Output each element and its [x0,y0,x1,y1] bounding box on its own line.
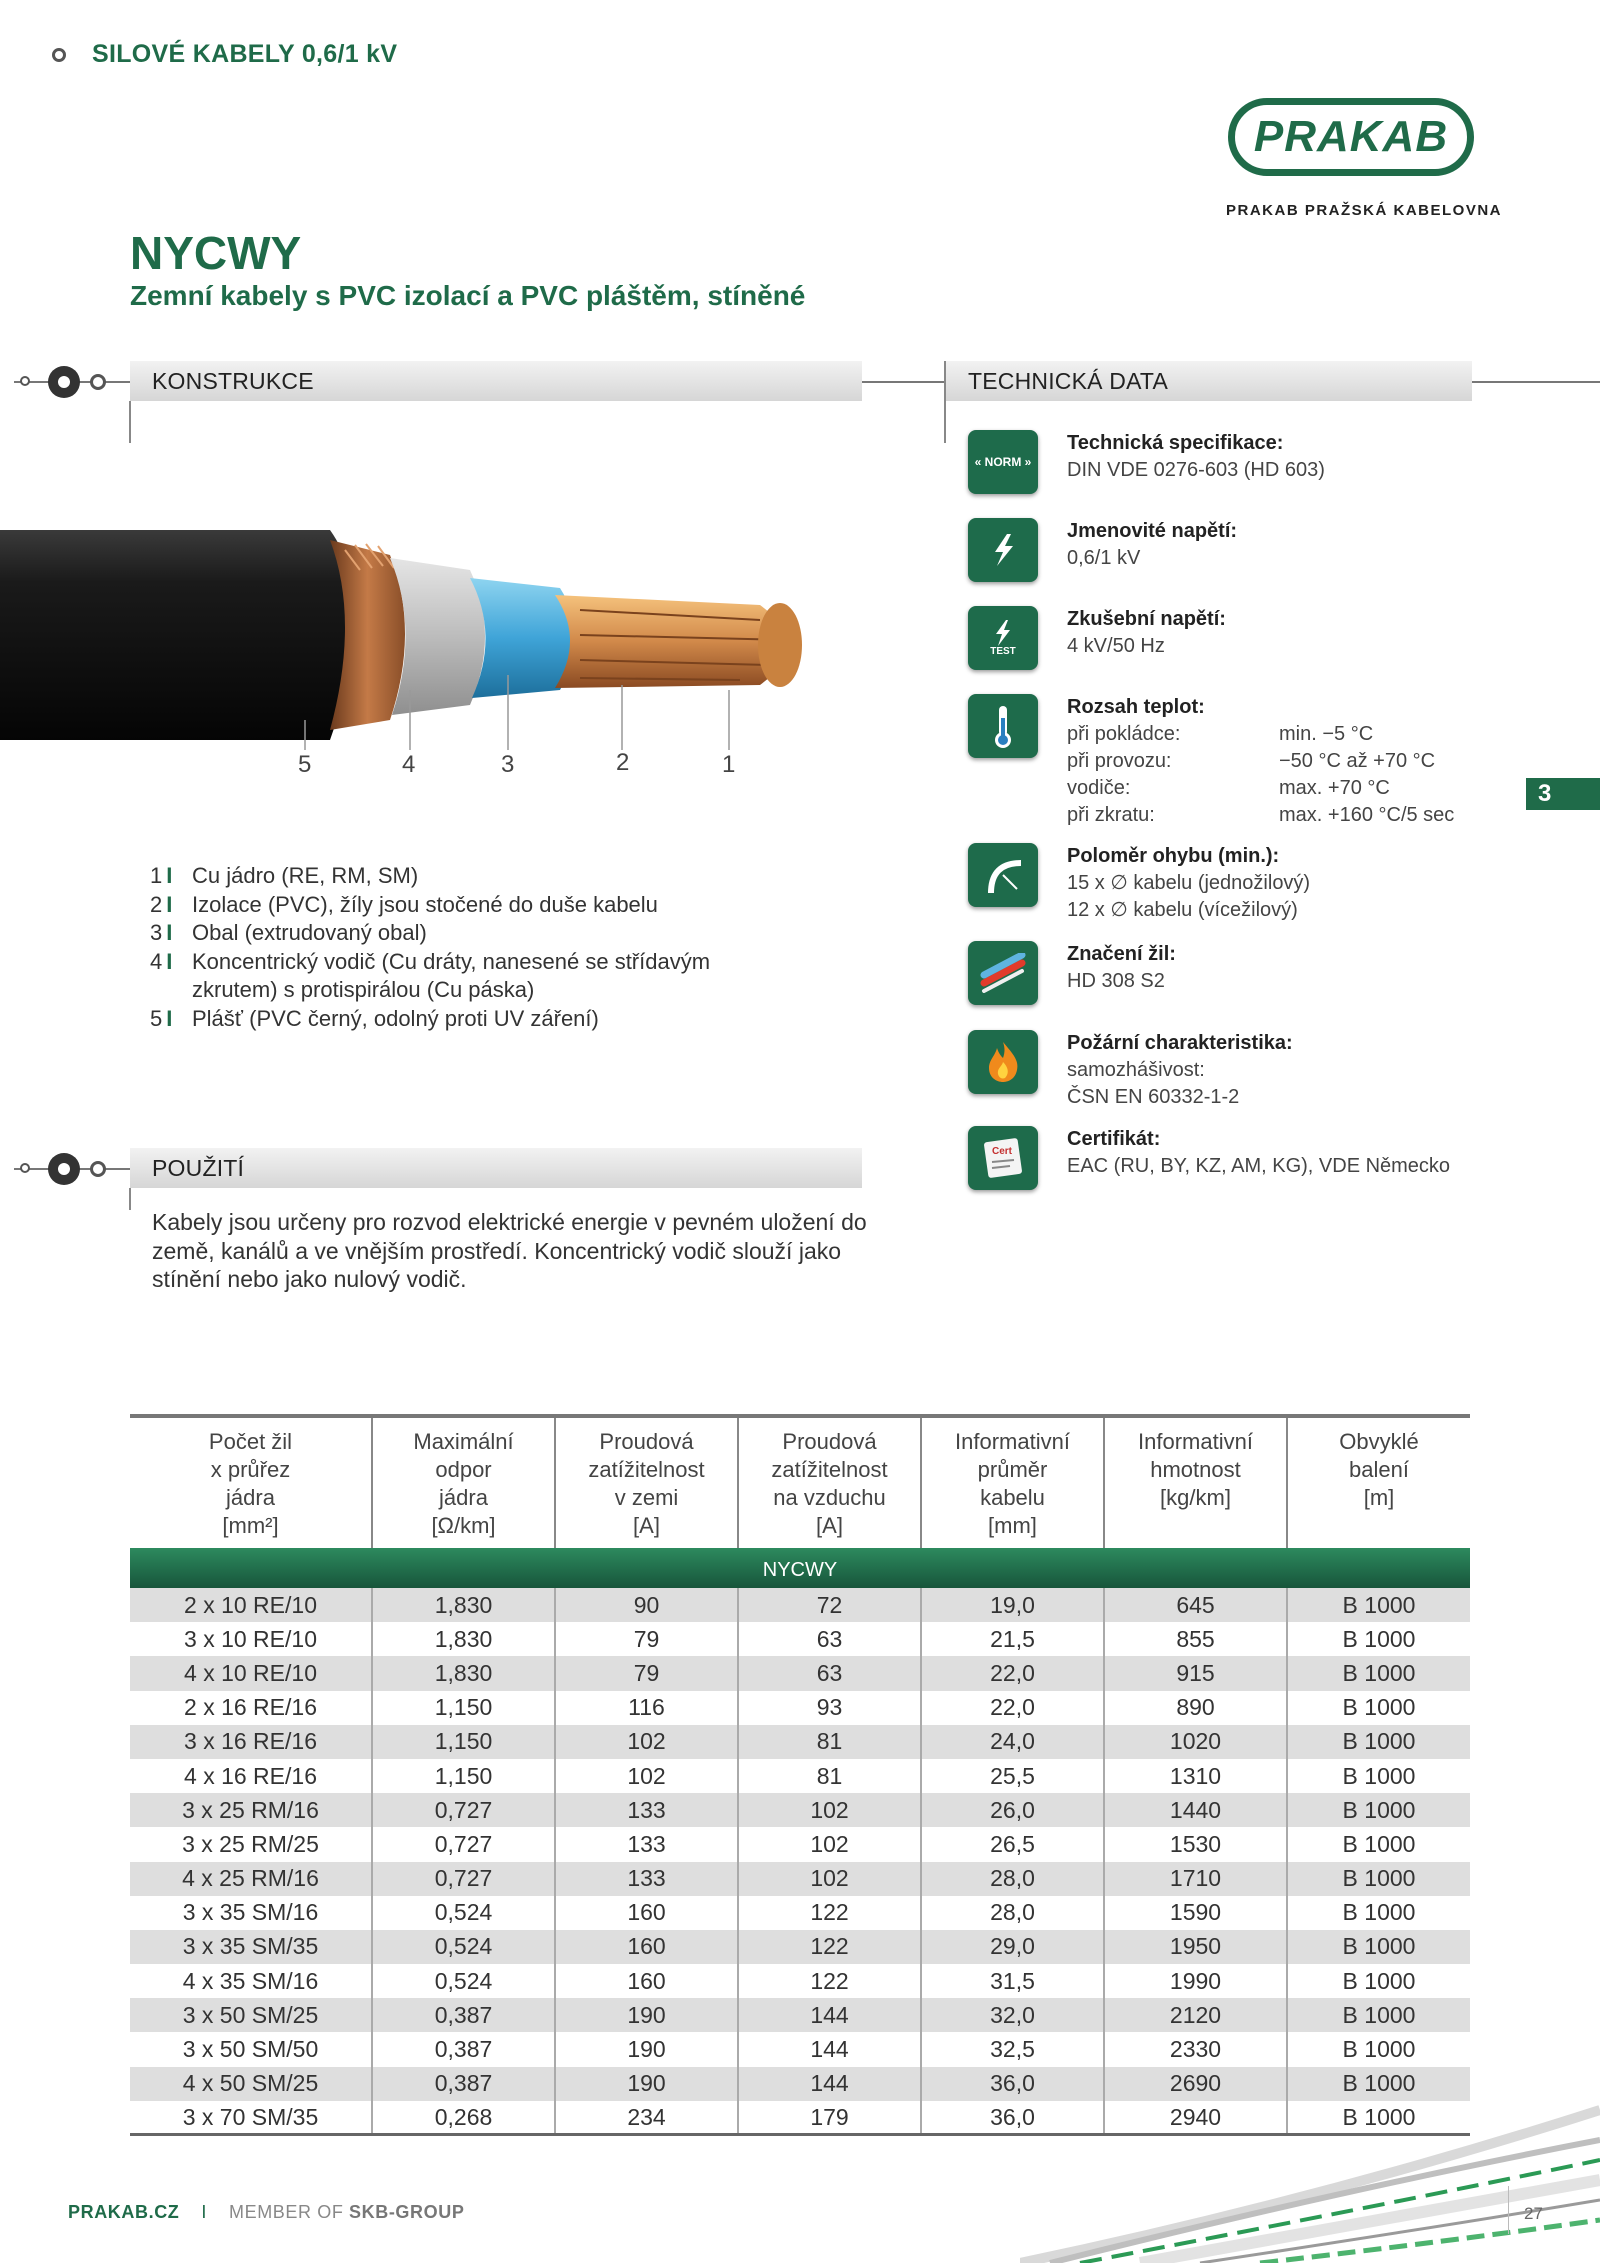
cell-max-resistance: 1,150 [372,1691,555,1725]
cell-weight: 1590 [1104,1896,1287,1930]
cell-packaging: B 1000 [1287,1622,1470,1656]
cell-cores-cross-section: 2 x 16 RE/16 [130,1691,372,1725]
fire-property: samozhášivost: [1067,1059,1205,1081]
table-row [130,1930,1470,1964]
footer-member: MEMBER OF [229,2202,344,2222]
cell-current-ground: 160 [555,1964,738,1998]
test-voltage-value: 4 kV/50 Hz [1067,635,1165,657]
cell-max-resistance: 1,830 [372,1622,555,1656]
table-row [130,2032,1470,2066]
section-title: SILOVÉ KABELY 0,6/1 kV [92,40,398,68]
cell-current-ground: 234 [555,2101,738,2135]
cell-current-air: 93 [738,1691,921,1725]
cell-diameter: 32,5 [921,2032,1104,2066]
cell-packaging: B 1000 [1287,1793,1470,1827]
bend-radius-label: Poloměr ohybu (min.): [1067,845,1280,867]
tech-spec-label: Technická specifikace: [1067,432,1284,454]
cell-diameter: 26,5 [921,1827,1104,1861]
components-list [150,862,710,1033]
cell-max-resistance: 0,727 [372,1862,555,1896]
table-row [130,1793,1470,1827]
cell-max-resistance: 0,727 [372,1827,555,1861]
product-title: NYCWY [130,227,302,279]
section-dot-icon [20,376,30,386]
col-header-resistance: Maximální odpor jádra [Ω/km] [372,1418,555,1548]
cell-diameter: 26,0 [921,1793,1104,1827]
callout-1: 1 [722,751,736,778]
core-marking-value: HD 308 S2 [1067,970,1165,992]
product-subtitle: Zemní kabely s PVC izolací a PVC pláštěm, stíněné [130,280,806,311]
core-marking-icon [968,941,1038,1005]
cell-packaging: B 1000 [1287,1827,1470,1861]
footer-group: SKB-GROUP [349,2202,465,2222]
footer [68,2202,464,2223]
temperature-table: při pokládce: min. −5 °C při provozu: −50 °C až +70 °C vodiče: max. +70 °C při zkratu: max. +160 °C/5 sec [1067,723,1455,826]
cell-diameter: 29,0 [921,1930,1104,1964]
table-row [130,1896,1470,1930]
tech-data-heading-label: TECHNICKÁ DATA [968,367,1169,394]
section-dot-icon [20,1163,30,1173]
cell-max-resistance: 1,150 [372,1725,555,1759]
cell-current-ground: 116 [555,1691,738,1725]
cell-current-air: 122 [738,1964,921,1998]
table-group-label: NYCWY [130,1548,1470,1588]
cell-diameter: 31,5 [921,1964,1104,1998]
cell-packaging: B 1000 [1287,1930,1470,1964]
cell-max-resistance: 0,268 [372,2101,555,2135]
cell-cores-cross-section: 3 x 10 RE/10 [130,1622,372,1656]
fire-label: Požární charakteristika: [1067,1032,1293,1054]
cell-cores-cross-section: 3 x 70 SM/35 [130,2101,372,2135]
cell-current-air: 122 [738,1930,921,1964]
cell-current-ground: 160 [555,1896,738,1930]
usage-heading-label: POUŽITÍ [152,1154,245,1181]
cell-weight: 1530 [1104,1827,1287,1861]
bend-radius-single: 15 x ∅ kabelu (jednožilový) [1067,872,1311,894]
section-ring-icon [90,374,106,390]
cell-weight: 1950 [1104,1930,1287,1964]
col-header-cores: Počet žil x průřez jádra [mm²] [208,1429,293,1538]
cell-weight: 1990 [1104,1964,1287,1998]
cell-current-air: 81 [738,1759,921,1793]
cell-weight: 2690 [1104,2067,1287,2101]
footer-separator: I [201,2202,208,2222]
cell-diameter: 28,0 [921,1896,1104,1930]
cell-max-resistance: 0,524 [372,1930,555,1964]
cell-cores-cross-section: 4 x 25 RM/16 [130,1862,372,1896]
cell-diameter: 28,0 [921,1862,1104,1896]
usage-heading [130,1148,862,1188]
logo-subtitle: PRAKAB PRAŽSKÁ KABELOVNA [1226,202,1503,219]
callout-5: 5 [298,751,312,778]
rated-voltage-label: Jmenovité napětí: [1067,520,1238,542]
bend-radius-multi: 12 x ∅ kabelu (vícežilový) [1067,899,1298,921]
fire-standard: ČSN EN 60332-1-2 [1067,1086,1240,1108]
section-bullet-icon [52,48,66,62]
component-item: 3 I Obal (extrudovaný obal) [150,920,427,945]
decorative-cables-graphic [1020,2080,1600,2263]
construction-heading-label: KONSTRUKCE [152,367,314,394]
cell-diameter: 22,0 [921,1656,1104,1690]
cell-current-ground: 133 [555,1862,738,1896]
cell-current-ground: 190 [555,2032,738,2066]
table-row [130,1656,1470,1690]
cell-current-air: 81 [738,1725,921,1759]
certificate-value: EAC (RU, BY, KZ, AM, KG), VDE Německo [1067,1155,1451,1177]
cell-max-resistance: 1,830 [372,1588,555,1622]
col-header-weight: Informativní hmotnost [kg/km] [1104,1418,1287,1548]
cell-max-resistance: 0,524 [372,1896,555,1930]
cell-current-air: 102 [738,1827,921,1861]
cell-packaging: B 1000 [1287,1588,1470,1622]
cell-weight: 2330 [1104,2032,1287,2066]
chapter-tab: 3 [1526,778,1600,810]
cable-illustration [0,510,820,780]
tech-data-heading [946,361,1472,401]
cell-packaging: B 1000 [1287,1964,1470,1998]
component-item: 4 I Koncentrický vodič (Cu dráty, nanesené se střídavým zkrutem) s protispirálou (Cu páska) [150,948,711,1002]
cell-cores-cross-section: 4 x 50 SM/25 [130,2067,372,2101]
rated-voltage-value: 0,6/1 kV [1067,547,1141,569]
section-circle-icon [48,1153,80,1185]
cell-diameter: 19,0 [921,1588,1104,1622]
cell-current-ground: 102 [555,1759,738,1793]
table-row [130,1827,1470,1861]
cell-weight: 1020 [1104,1725,1287,1759]
table-row [130,1998,1470,2032]
logo-text: PRAKAB [1253,112,1449,161]
cell-diameter: 22,0 [921,1691,1104,1725]
page-number-divider [1508,2186,1509,2234]
table-row [130,1862,1470,1896]
section-ring-icon [90,1161,106,1177]
cell-packaging: B 1000 [1287,1691,1470,1725]
cell-packaging: B 1000 [1287,2032,1470,2066]
component-item: 5 I Plášť (PVC černý, odolný proti UV záření) [150,1005,599,1031]
section-vertical-line [129,401,131,443]
cell-current-ground: 133 [555,1793,738,1827]
cell-max-resistance: 0,524 [372,1964,555,1998]
cell-weight: 1710 [1104,1862,1287,1896]
section-circle-icon [48,366,80,398]
callout-3: 3 [501,751,515,778]
cell-current-ground: 79 [555,1622,738,1656]
cell-cores-cross-section: 4 x 10 RE/10 [130,1656,372,1690]
cell-cores-cross-section: 3 x 25 RM/25 [130,1827,372,1861]
cell-current-ground: 190 [555,2067,738,2101]
cell-max-resistance: 1,150 [372,1759,555,1793]
cell-packaging: B 1000 [1287,1725,1470,1759]
cable-data-table [130,1418,1470,2135]
cell-cores-cross-section: 4 x 35 SM/16 [130,1964,372,1998]
cell-packaging: B 1000 [1287,1896,1470,1930]
component-item: 1 I Cu jádro (RE, RM, SM) [150,863,419,888]
cell-current-air: 72 [738,1588,921,1622]
cell-current-ground: 79 [555,1656,738,1690]
voltage-icon [968,518,1038,582]
usage-text: Kabely jsou určeny pro rozvod elektrické energie v pevném uložení do země, kanálů a ve vnějším prostředí. Koncentrický vodič slouží jako stínění nebo jako nulový vodič. [152,1209,867,1292]
cell-diameter: 36,0 [921,2067,1104,2101]
cell-current-ground: 160 [555,1930,738,1964]
cell-diameter: 21,5 [921,1622,1104,1656]
cell-current-air: 144 [738,2032,921,2066]
table-group-row [130,1548,1470,1588]
certificate-label: Certifikát: [1067,1128,1161,1150]
cell-current-air: 102 [738,1793,921,1827]
col-header-packaging: Obvyklé balení [m] [1287,1418,1470,1548]
cell-weight: 645 [1104,1588,1287,1622]
cell-current-air: 144 [738,1998,921,2032]
cell-current-ground: 90 [555,1588,738,1622]
footer-site-link[interactable]: PRAKAB.CZ [68,2202,180,2222]
cell-current-ground: 102 [555,1725,738,1759]
cell-current-air: 63 [738,1656,921,1690]
component-item: 2 I Izolace (PVC), žíly jsou stočené do duše kabelu [150,891,658,917]
cell-diameter: 25,5 [921,1759,1104,1793]
cell-current-air: 102 [738,1862,921,1896]
cell-diameter: 24,0 [921,1725,1104,1759]
cell-current-ground: 133 [555,1827,738,1861]
section-connector-line [1472,381,1600,383]
cell-cores-cross-section: 2 x 10 RE/10 [130,1588,372,1622]
cell-current-air: 144 [738,2067,921,2101]
table-row [130,1964,1470,1998]
cell-weight: 890 [1104,1691,1287,1725]
cell-max-resistance: 0,727 [372,1793,555,1827]
thermometer-icon [968,694,1038,758]
cell-cores-cross-section: 3 x 35 SM/35 [130,1930,372,1964]
section-connector-line [862,381,946,383]
temperature-label: Rozsah teplot: [1067,696,1205,718]
col-header-current-air: Proudová zatížitelnost na vzduchu [A] [738,1418,921,1548]
norm-icon: « NORM » [968,430,1038,494]
tech-spec-value: DIN VDE 0276-603 (HD 603) [1067,459,1325,481]
cell-cores-cross-section: 3 x 50 SM/50 [130,2032,372,2066]
cell-max-resistance: 0,387 [372,1998,555,2032]
cell-current-air: 179 [738,2101,921,2135]
cell-diameter: 32,0 [921,1998,1104,2032]
col-header-current-ground: Proudová zatížitelnost v zemi [A] [555,1418,738,1548]
table-row [130,1622,1470,1656]
test-voltage-label: Zkušební napětí: [1067,608,1226,630]
cell-packaging: B 1000 [1287,1759,1470,1793]
table-row [130,1725,1470,1759]
cell-cores-cross-section: 3 x 16 RE/16 [130,1725,372,1759]
cell-cores-cross-section: 4 x 16 RE/16 [130,1759,372,1793]
table-row [130,1759,1470,1793]
cell-weight: 2120 [1104,1998,1287,2032]
cell-max-resistance: 1,830 [372,1656,555,1690]
cell-max-resistance: 0,387 [372,2032,555,2066]
cell-max-resistance: 0,387 [372,2067,555,2101]
cell-weight: 1310 [1104,1759,1287,1793]
cell-packaging: B 1000 [1287,2101,1470,2135]
svg-text:Cert: Cert [992,1146,1013,1157]
cell-cores-cross-section: 3 x 25 RM/16 [130,1793,372,1827]
cell-cores-cross-section: 3 x 50 SM/25 [130,1998,372,2032]
cell-weight: 855 [1104,1622,1287,1656]
callout-2: 2 [616,749,630,776]
cell-weight: 2940 [1104,2101,1287,2135]
cell-packaging: B 1000 [1287,1656,1470,1690]
table-row [130,1691,1470,1725]
prakab-logo [1228,98,1474,176]
cell-current-air: 122 [738,1896,921,1930]
cell-packaging: B 1000 [1287,1862,1470,1896]
cell-cores-cross-section: 3 x 35 SM/16 [130,1896,372,1930]
section-vertical-line [129,1188,131,1210]
cell-weight: 1440 [1104,1793,1287,1827]
flame-icon [968,1030,1038,1094]
table-header-row [130,1418,1470,1548]
cell-packaging: B 1000 [1287,2067,1470,2101]
core-marking-label: Značení žil: [1067,943,1176,965]
test-voltage-icon: TEST [968,606,1038,670]
col-header-diameter: Informativní průměr kabelu [mm] [921,1418,1104,1548]
callout-4: 4 [402,751,416,778]
cell-current-ground: 190 [555,1998,738,2032]
cell-weight: 915 [1104,1656,1287,1690]
table-row [130,1588,1470,1622]
cell-packaging: B 1000 [1287,1998,1470,2032]
page-number: 27 [1524,2204,1543,2223]
cell-diameter: 36,0 [921,2101,1104,2135]
certificate-icon [968,1126,1038,1190]
construction-heading [130,361,862,401]
cell-current-air: 63 [738,1622,921,1656]
bend-radius-icon [968,843,1038,907]
